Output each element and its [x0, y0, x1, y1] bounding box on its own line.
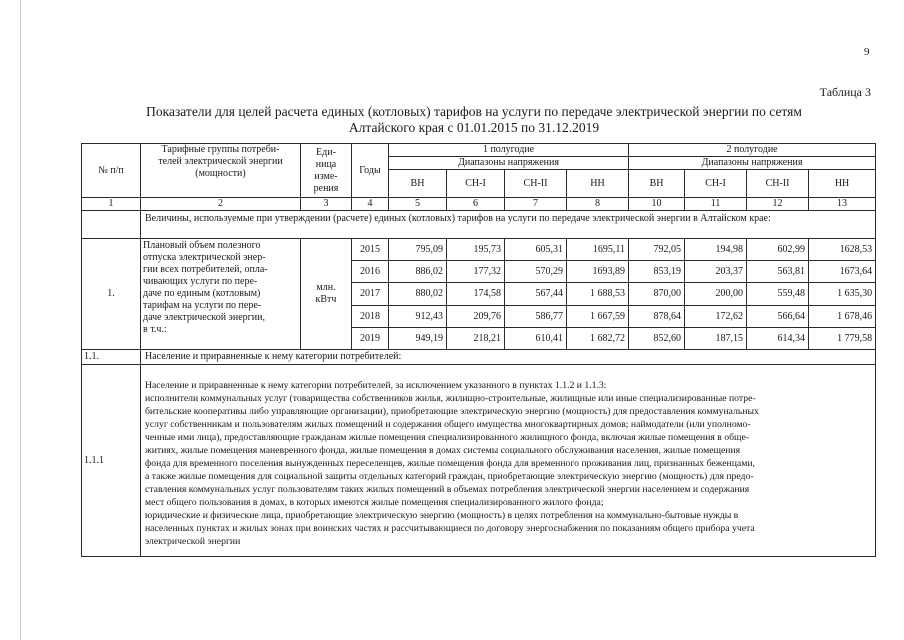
value-cell: 795,09 — [389, 239, 447, 261]
value-cell: 172,62 — [685, 306, 747, 328]
row-group-name — [141, 239, 301, 350]
intro-text: Величины, используемые при утверждении (расчете) единых (котловых) тарифов на услуги по передаче электрической энергии в Алтайском крае: — [141, 211, 876, 239]
group-line: даче электрической энергии, — [143, 312, 265, 323]
group-line: отпуска электрической энер- — [143, 252, 266, 263]
header-level-vn: ВН — [389, 170, 447, 198]
value-cell: 559,48 — [747, 283, 809, 306]
unit-line: млн. — [316, 282, 336, 293]
value-cell: 886,02 — [389, 261, 447, 283]
value-cell: 870,00 — [629, 283, 685, 306]
header-num: № п/п — [82, 144, 141, 198]
header-ranges-1: Диапазоны напряжения — [389, 157, 629, 170]
column-number: 5 — [389, 198, 447, 211]
description-line: Население и приравненные к нему категории потребителей, за исключением указанного в пунктах 1.1.2 и 1.1.3: — [145, 380, 607, 391]
column-number-row — [82, 198, 876, 211]
value-cell: 602,99 — [747, 239, 809, 261]
unit-line: кВтч — [315, 294, 337, 305]
tariff-table — [81, 143, 876, 557]
row-num: 1. — [82, 239, 141, 350]
header-level-sn1: СН-I — [447, 170, 505, 198]
value-cell: 880,02 — [389, 283, 447, 306]
table-label: Таблица 3 — [819, 85, 871, 99]
header-level-sn2: СН-II — [747, 170, 809, 198]
value-cell: 1 688,53 — [567, 283, 629, 306]
value-cell: 194,98 — [685, 239, 747, 261]
value-cell: 1693,89 — [567, 261, 629, 283]
year-cell: 2018 — [352, 306, 389, 328]
value-cell: 174,58 — [447, 283, 505, 306]
header-level-vn: ВН — [629, 170, 685, 198]
column-number: 13 — [809, 198, 876, 211]
value-cell: 605,31 — [505, 239, 567, 261]
value-cell: 203,37 — [685, 261, 747, 283]
description-line: услуг собственникам и пользователям жилых помещений и содержания общего имущества многоквартирных домов; наймодатели (или уполномо- — [145, 419, 751, 430]
header-level-nn: НН — [809, 170, 876, 198]
header-unit-line: ница — [315, 158, 337, 170]
description-line: населенных пунктах и жилых зонах при воинских частях и рассчитывающиеся по договору энергоснабжения по показаниям общего прибора учета — [145, 523, 755, 534]
title-line: Показатели для целей расчета единых (котловых) тарифов на услуги по передаче электрической энергии по сетям — [146, 104, 802, 119]
column-number: 6 — [447, 198, 505, 211]
value-cell: 1 667,59 — [567, 306, 629, 328]
column-number: 12 — [747, 198, 809, 211]
group-line: тарифам на услуги по пере- — [143, 300, 262, 311]
page-left-edge — [20, 0, 21, 640]
value-cell: 566,64 — [747, 306, 809, 328]
header-groups-line: телей электрической энергии — [158, 156, 283, 167]
year-cell: 2019 — [352, 328, 389, 350]
value-cell: 949,19 — [389, 328, 447, 350]
value-cell: 1 779,58 — [809, 328, 876, 350]
header-unit — [301, 144, 352, 198]
table-row — [82, 350, 876, 365]
column-number: 3 — [301, 198, 352, 211]
group-line: в т.ч.: — [143, 324, 167, 335]
group-line: чивающих услуги по пере- — [143, 276, 258, 287]
title-line: Алтайского края с 01.01.2015 по 31.12.2019 — [348, 120, 600, 135]
column-number: 4 — [352, 198, 389, 211]
column-number: 2 — [141, 198, 301, 211]
column-number: 7 — [505, 198, 567, 211]
value-cell: 852,60 — [629, 328, 685, 350]
value-cell: 610,41 — [505, 328, 567, 350]
header-groups-line: (мощности) — [195, 168, 246, 179]
year-cell: 2016 — [352, 261, 389, 283]
value-cell: 195,73 — [447, 239, 505, 261]
row-category-text: Население и приравненные к нему категории потребителей: — [141, 350, 876, 365]
value-cell: 177,32 — [447, 261, 505, 283]
value-cell: 187,15 — [685, 328, 747, 350]
header-groups-line: Тарифные группы потреби- — [161, 144, 280, 155]
value-cell: 912,43 — [389, 306, 447, 328]
header-level-nn: НН — [567, 170, 629, 198]
value-cell: 1 682,72 — [567, 328, 629, 350]
row-description — [141, 365, 876, 557]
table-row — [82, 365, 876, 557]
value-cell: 1 678,46 — [809, 306, 876, 328]
value-cell: 1673,64 — [809, 261, 876, 283]
column-number: 10 — [629, 198, 685, 211]
table-title — [104, 104, 844, 136]
header-ranges-2: Диапазоны напряжения — [629, 157, 876, 170]
header-level-sn1: СН-I — [685, 170, 747, 198]
value-cell: 853,19 — [629, 261, 685, 283]
value-cell: 586,77 — [505, 306, 567, 328]
value-cell: 1 635,30 — [809, 283, 876, 306]
column-number: 1 — [82, 198, 141, 211]
value-cell: 200,00 — [685, 283, 747, 306]
intro-num-cell — [82, 211, 141, 239]
description-line: исполнители коммунальных услуг (товарищества собственников жилья, жилищно-строительные, жилищные или иные специализированные потре- — [145, 393, 756, 404]
column-number: 11 — [685, 198, 747, 211]
value-cell: 218,21 — [447, 328, 505, 350]
table-row — [82, 239, 876, 261]
row-num: 1.1.1 — [82, 365, 141, 557]
header-half-1: 1 полугодие — [389, 144, 629, 157]
description-line: ченные ими лица), предоставляющие гражданам жилые помещения специализированного жилищного фонда, включая жилые помещения в обще- — [145, 432, 750, 443]
header-unit-line: рения — [313, 182, 339, 194]
header-unit-line: Еди- — [316, 146, 336, 158]
column-number: 8 — [567, 198, 629, 211]
row-num: 1.1. — [82, 350, 141, 365]
description-line: мест общего пользования в домах, в которых имеются жилые помещения специализированного жилого фонда; — [145, 497, 604, 508]
value-cell: 1628,53 — [809, 239, 876, 261]
intro-row — [82, 211, 876, 239]
year-cell: 2017 — [352, 283, 389, 306]
header-level-sn2: СН-II — [505, 170, 567, 198]
description-line: фонда для временного поселения вынужденных переселенцев, жилые помещения фонда для временного проживания лиц, признанных беженцами, — [145, 458, 755, 469]
value-cell: 878,64 — [629, 306, 685, 328]
description-line: житиях, жилые помещения маневренного фонда, жилые помещения в домах системы социального обслуживания населения, жилые помещения — [145, 445, 741, 456]
header-unit-line: изме- — [314, 170, 338, 182]
description-line: юридические и физические лица, приобретающие электрическую энергию (мощность) в целях потребления на коммунально-бытовые нужды в — [145, 510, 739, 521]
value-cell: 570,29 — [505, 261, 567, 283]
header-years: Годы — [352, 144, 389, 198]
header-half-2: 2 полугодие — [629, 144, 876, 157]
row-unit — [301, 239, 352, 350]
value-cell: 1695,11 — [567, 239, 629, 261]
value-cell: 792,05 — [629, 239, 685, 261]
value-cell: 567,44 — [505, 283, 567, 306]
value-cell: 614,34 — [747, 328, 809, 350]
group-line: Плановый объем полезного — [143, 240, 261, 251]
description-line: бительские кооперативы либо управляющие организации), приобретающие электрическую энергию (мощность) для предоставления коммунальных — [145, 406, 759, 417]
group-line: гии всех потребителей, опла- — [143, 264, 268, 275]
page-number: 9 — [864, 46, 870, 58]
value-cell: 563,81 — [747, 261, 809, 283]
description-line: ставления коммунальных услуг пользователям таких жилых помещений в объемах потребления электрической энергии населением и содержания — [145, 484, 750, 495]
description-line: а также жилые помещения для социальной защиты отдельных категорий граждан, приобретающие электрическую энергию (мощность) для предо- — [145, 471, 754, 482]
group-line: даче по единым (котловым) — [143, 288, 261, 299]
year-cell: 2015 — [352, 239, 389, 261]
description-line: электрической энергии — [145, 536, 241, 547]
value-cell: 209,76 — [447, 306, 505, 328]
header-tariff-groups — [141, 144, 301, 198]
